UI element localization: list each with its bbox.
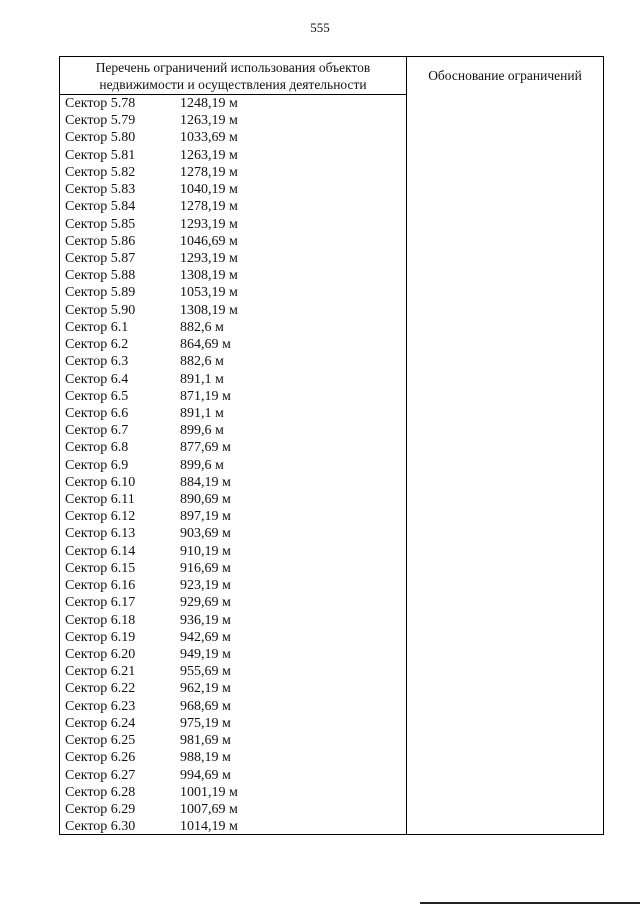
sector-distance: 1263,19 м xyxy=(180,113,238,129)
sector-distance: 962,19 м xyxy=(180,681,231,697)
sector-distance: 916,69 м xyxy=(180,560,231,576)
sector-distance: 1007,69 м xyxy=(180,801,238,817)
sector-name: Сектор 5.78 xyxy=(65,96,136,111)
table-row xyxy=(65,250,403,267)
sector-name: Сектор 6.10 xyxy=(65,474,136,490)
sector-name: Сектор 6.6 xyxy=(65,405,129,421)
sector-name: Сектор 6.18 xyxy=(65,612,136,628)
table-row xyxy=(65,147,403,164)
table-row xyxy=(65,818,403,835)
sector-name: Сектор 5.84 xyxy=(65,199,136,215)
sector-distance: 899,6 м xyxy=(180,457,224,473)
sector-distance: 882,6 м xyxy=(180,354,224,370)
table-row xyxy=(65,767,403,784)
header-restrictions-list xyxy=(60,59,406,93)
sector-name: Сектор 6.23 xyxy=(65,698,136,714)
table-row xyxy=(65,801,403,818)
column-divider xyxy=(406,57,407,834)
table-row xyxy=(65,491,403,508)
sector-distance: 1263,19 м xyxy=(180,147,238,163)
sector-name: Сектор 5.81 xyxy=(65,147,136,163)
table-row xyxy=(65,612,403,629)
page-edge-shadow xyxy=(420,902,640,904)
page-number: 555 xyxy=(310,20,330,35)
sector-name: Сектор 5.88 xyxy=(65,268,136,284)
table-row xyxy=(65,525,403,542)
sector-name: Сектор 6.9 xyxy=(65,457,129,473)
sector-distance: 1293,19 м xyxy=(180,216,238,232)
sector-distance: 1293,19 м xyxy=(180,250,238,266)
table-row xyxy=(65,577,403,594)
table-row xyxy=(65,164,403,181)
sector-distance: 981,69 м xyxy=(180,733,231,749)
sector-distance: 864,69 м xyxy=(180,337,231,353)
sector-distance: 1308,19 м xyxy=(180,302,238,318)
sector-name: Сектор 6.21 xyxy=(65,664,136,680)
table-row xyxy=(65,216,403,233)
table-row xyxy=(65,198,403,215)
sector-name: Сектор 6.15 xyxy=(65,560,136,576)
sector-distance: 1040,19 м xyxy=(180,182,238,198)
sector-name: Сектор 5.82 xyxy=(65,164,136,180)
sector-distance: 988,19 м xyxy=(180,750,231,766)
sector-distance: 891,1 м xyxy=(180,405,224,421)
sector-name: Сектор 5.83 xyxy=(65,182,136,198)
sector-name: Сектор 6.30 xyxy=(65,819,136,835)
sector-distance: 1033,69 м xyxy=(180,130,238,146)
table-row xyxy=(65,439,403,456)
sector-name: Сектор 6.25 xyxy=(65,733,136,749)
sector-name: Сектор 6.14 xyxy=(65,543,136,559)
table-row xyxy=(65,233,403,250)
sector-distance: 955,69 м xyxy=(180,664,231,680)
restrictions-table xyxy=(59,56,604,835)
sector-distance: 882,6 м xyxy=(180,319,224,335)
table-row xyxy=(65,680,403,697)
sector-name: Сектор 6.11 xyxy=(65,492,135,508)
sector-distance: 1053,19 м xyxy=(180,285,238,301)
table-row xyxy=(65,508,403,525)
sector-distance: 1248,19 м xyxy=(180,96,238,111)
sector-name: Сектор 6.7 xyxy=(65,423,129,439)
sector-distance: 897,19 м xyxy=(180,509,231,525)
table-row xyxy=(65,95,403,112)
table-row xyxy=(65,457,403,474)
table-row xyxy=(65,784,403,801)
table-row xyxy=(65,732,403,749)
sector-distance: 1308,19 м xyxy=(180,268,238,284)
sector-name: Сектор 6.22 xyxy=(65,681,136,697)
table-row xyxy=(65,302,403,319)
table-row xyxy=(65,715,403,732)
sector-name: Сектор 6.28 xyxy=(65,784,136,800)
sector-distance: 891,1 м xyxy=(180,371,224,387)
sector-name: Сектор 6.29 xyxy=(65,801,136,817)
table-row xyxy=(65,181,403,198)
table-row xyxy=(65,388,403,405)
sector-name: Сектор 6.5 xyxy=(65,388,129,404)
sector-name: Сектор 6.4 xyxy=(65,371,129,387)
sector-name: Сектор 6.2 xyxy=(65,337,129,353)
sector-name: Сектор 6.26 xyxy=(65,750,136,766)
sector-name: Сектор 6.19 xyxy=(65,629,136,645)
sector-name: Сектор 6.3 xyxy=(65,354,129,370)
sector-distance: 929,69 м xyxy=(180,595,231,611)
header-restrictions-line-2: недвижимости и осуществления деятельности xyxy=(99,77,367,92)
table-body xyxy=(65,95,403,835)
sector-distance: 899,6 м xyxy=(180,423,224,439)
table-row xyxy=(65,371,403,388)
table-row xyxy=(65,629,403,646)
sector-distance: 1278,19 м xyxy=(180,199,238,215)
table-row xyxy=(65,698,403,715)
sector-name: Сектор 5.85 xyxy=(65,216,136,232)
sector-name: Сектор 5.86 xyxy=(65,233,136,249)
table-row xyxy=(65,284,403,301)
header-restrictions-line-1: Перечень ограничений использования объектов xyxy=(95,60,371,75)
table-row xyxy=(65,646,403,663)
sector-name: Сектор 6.20 xyxy=(65,647,136,662)
sector-name: Сектор 5.87 xyxy=(65,250,136,266)
sector-distance: 903,69 м xyxy=(180,526,231,542)
sector-name: Сектор 6.1 xyxy=(65,319,129,335)
sector-distance: 949,19 м xyxy=(180,647,231,662)
sector-distance: 1014,19 м xyxy=(180,819,238,835)
sector-name: Сектор 6.27 xyxy=(65,767,136,783)
table-row xyxy=(65,543,403,560)
table-row xyxy=(65,422,403,439)
sector-distance: 871,19 м xyxy=(180,388,231,404)
table-row xyxy=(65,560,403,577)
sector-distance: 968,69 м xyxy=(180,698,231,714)
table-row xyxy=(65,405,403,422)
sector-name: Сектор 6.17 xyxy=(65,595,136,611)
sector-distance: 1046,69 м xyxy=(180,233,238,249)
table-row xyxy=(65,319,403,336)
table-row xyxy=(65,353,403,370)
sector-distance: 890,69 м xyxy=(180,492,231,508)
sector-name: Сектор 6.8 xyxy=(65,440,129,456)
sector-distance: 877,69 м xyxy=(180,440,231,456)
header-justification: Обоснование ограничений xyxy=(428,68,582,83)
sector-name: Сектор 5.89 xyxy=(65,285,136,301)
sector-distance: 910,19 м xyxy=(180,543,231,559)
sector-distance: 994,69 м xyxy=(180,767,231,783)
table-row xyxy=(65,663,403,680)
table-row xyxy=(65,129,403,146)
sector-name: Сектор 6.24 xyxy=(65,715,136,731)
sector-distance: 1001,19 м xyxy=(180,784,238,800)
sector-name: Сектор 5.90 xyxy=(65,302,136,318)
table-row xyxy=(65,749,403,766)
sector-distance: 923,19 м xyxy=(180,578,231,594)
table-row xyxy=(65,336,403,353)
table-row xyxy=(65,474,403,491)
sector-distance: 1278,19 м xyxy=(180,164,238,180)
table-row xyxy=(65,112,403,129)
sector-distance: 936,19 м xyxy=(180,612,231,628)
sector-name: Сектор 5.80 xyxy=(65,130,136,146)
sector-distance: 975,19 м xyxy=(180,715,231,731)
sector-name: Сектор 5.79 xyxy=(65,113,136,129)
sector-name: Сектор 6.12 xyxy=(65,509,136,525)
sector-name: Сектор 6.16 xyxy=(65,578,136,594)
sector-distance: 884,19 м xyxy=(180,474,231,490)
sector-name: Сектор 6.13 xyxy=(65,526,136,542)
sector-distance: 942,69 м xyxy=(180,629,231,645)
table-row xyxy=(65,594,403,611)
table-row xyxy=(65,267,403,284)
